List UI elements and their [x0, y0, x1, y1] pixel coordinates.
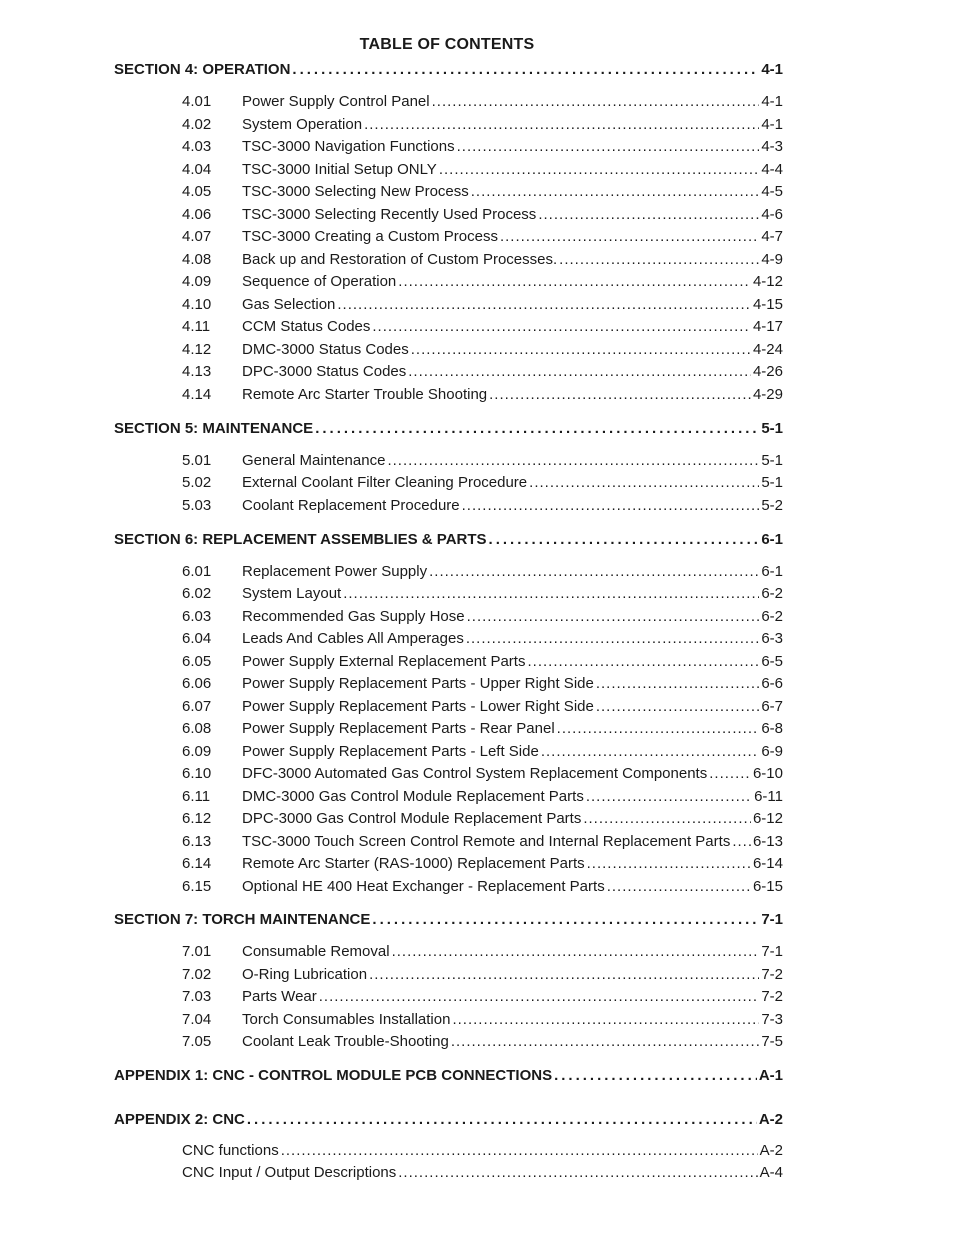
toc-entry-row[interactable] — [182, 765, 783, 782]
section-title: SECTION 5: MAINTENANCE — [114, 420, 314, 437]
page-number: 6-2 — [761, 608, 783, 625]
page-number: 6-13 — [752, 833, 783, 850]
entry-title: Power Supply Replacement Parts - Rear Panel — [242, 720, 555, 737]
entry-title: DFC-3000 Automated Gas Control System Replacement Components — [242, 765, 708, 782]
entry-number: 6.15 — [182, 878, 212, 895]
page-number: 6-5 — [761, 653, 783, 670]
toc-entry-row[interactable] — [182, 161, 783, 178]
entry-title: Torch Consumables Installation — [242, 1011, 451, 1028]
dot-leader — [337, 296, 751, 313]
dot-leader — [607, 878, 751, 895]
toc-entry-row[interactable] — [182, 943, 783, 960]
entry-title: System Layout — [242, 585, 342, 602]
section-title: APPENDIX 1: CNC - CONTROL MODULE PCB CONNECTIONS — [114, 1067, 553, 1084]
entry-title: External Coolant Filter Cleaning Procedure — [242, 474, 528, 491]
entry-title: TSC-3000 Navigation Functions — [242, 138, 455, 155]
entry-title: TSC-3000 Selecting Recently Used Process — [242, 206, 537, 223]
entry-number: 6.05 — [182, 653, 212, 670]
page-number: A-2 — [759, 1142, 783, 1159]
dot-leader — [315, 420, 759, 437]
toc-entry-row[interactable] — [182, 833, 783, 850]
toc-entry-row[interactable] — [182, 563, 783, 580]
dot-leader — [559, 251, 759, 268]
entry-title: Back up and Restoration of Custom Processes. — [242, 251, 558, 268]
dot-leader — [554, 1067, 757, 1084]
dot-leader — [462, 497, 760, 514]
dot-leader — [709, 765, 751, 782]
toc-entry-row[interactable] — [182, 966, 783, 983]
entry-title: O-Ring Lubrication — [242, 966, 368, 983]
toc-entry-row[interactable] — [182, 474, 783, 491]
toc-entry-row[interactable] — [182, 720, 783, 737]
entry-number: 6.13 — [182, 833, 212, 850]
toc-entry-row[interactable] — [182, 608, 783, 625]
entry-title: CNC functions — [182, 1142, 279, 1159]
dot-leader — [489, 531, 760, 548]
dot-leader — [538, 206, 759, 223]
entry-number: 4.04 — [182, 161, 212, 178]
dot-leader — [432, 93, 760, 110]
entry-title: TSC-3000 Selecting New Process — [242, 183, 469, 200]
toc-entry-row[interactable] — [182, 788, 783, 805]
page-number: 4-15 — [752, 296, 783, 313]
entry-title: DMC-3000 Gas Control Module Replacement Parts — [242, 788, 584, 805]
dot-leader — [557, 720, 760, 737]
page-number: 7-1 — [761, 911, 783, 928]
dot-leader — [398, 1164, 757, 1181]
entry-title: TSC-3000 Initial Setup ONLY — [242, 161, 437, 178]
dot-leader — [527, 653, 759, 670]
entry-number: 5.01 — [182, 452, 212, 469]
entry-number: 7.01 — [182, 943, 212, 960]
toc-section-row[interactable] — [114, 531, 783, 548]
toc-section-row[interactable] — [114, 61, 783, 78]
page-number: 4-1 — [761, 116, 783, 133]
dot-leader — [369, 966, 759, 983]
page-number: 5-2 — [761, 497, 783, 514]
dot-leader — [452, 1011, 759, 1028]
toc-entry-row[interactable] — [182, 1033, 783, 1050]
entry-title: Sequence of Operation — [242, 273, 397, 290]
entry-number: 6.14 — [182, 855, 212, 872]
entry-number: 4.07 — [182, 228, 212, 245]
toc-entry-row[interactable] — [182, 296, 783, 313]
entry-title: TSC-3000 Touch Screen Control Remote and Internal Replacement Parts — [242, 833, 731, 850]
toc-entry-row[interactable] — [182, 810, 783, 827]
dot-leader — [471, 183, 760, 200]
entry-title: Power Supply Control Panel — [242, 93, 430, 110]
page-number: 4-1 — [761, 93, 783, 110]
entry-number: 4.10 — [182, 296, 212, 313]
toc-section-row[interactable] — [114, 1067, 783, 1084]
entry-title: DPC-3000 Gas Control Module Replacement Parts — [242, 810, 582, 827]
dot-leader — [586, 788, 752, 805]
toc-entry-row[interactable] — [182, 878, 783, 895]
entry-number: 6.04 — [182, 630, 212, 647]
entry-number: 5.02 — [182, 474, 212, 491]
toc-entry-row[interactable] — [182, 1142, 783, 1159]
page-number: 6-7 — [761, 698, 783, 715]
page-number: 6-15 — [752, 878, 783, 895]
page-number: 6-10 — [752, 765, 783, 782]
entry-title: Consumable Removal — [242, 943, 390, 960]
entry-number: 7.03 — [182, 988, 212, 1005]
dot-leader — [372, 911, 759, 928]
toc-entry-row[interactable] — [182, 183, 783, 200]
dot-leader — [439, 161, 759, 178]
page-number: 6-14 — [752, 855, 783, 872]
toc-title: TABLE OF CONTENTS — [359, 36, 535, 53]
dot-leader — [292, 61, 759, 78]
page-number: 4-29 — [752, 386, 783, 403]
toc-entry-row[interactable] — [182, 1164, 783, 1181]
page-number: 4-1 — [761, 61, 783, 78]
entry-number: 4.09 — [182, 273, 212, 290]
dot-leader — [529, 474, 759, 491]
page-number: 6-2 — [761, 585, 783, 602]
entry-number: 4.02 — [182, 116, 212, 133]
entry-number: 6.03 — [182, 608, 212, 625]
entry-title: Replacement Power Supply — [242, 563, 428, 580]
page-number: 4-26 — [752, 363, 783, 380]
entry-title: Optional HE 400 Heat Exchanger - Replacement Parts — [242, 878, 605, 895]
toc-entry-row[interactable] — [182, 206, 783, 223]
page-number: 4-24 — [752, 341, 783, 358]
dot-leader — [408, 363, 751, 380]
entry-title: TSC-3000 Creating a Custom Process — [242, 228, 498, 245]
entry-title: Coolant Leak Trouble-Shooting — [242, 1033, 449, 1050]
dot-leader — [364, 116, 759, 133]
section-title: SECTION 7: TORCH MAINTENANCE — [114, 911, 371, 928]
page-number: 4-4 — [761, 161, 783, 178]
page-number: 6-8 — [761, 720, 783, 737]
entry-number: 6.07 — [182, 698, 212, 715]
toc-entry-row[interactable] — [182, 497, 783, 514]
toc-entry-row[interactable] — [182, 743, 783, 760]
dot-leader — [596, 675, 759, 692]
section-title: APPENDIX 2: CNC — [114, 1111, 245, 1128]
dot-leader — [541, 743, 759, 760]
dot-leader — [372, 318, 751, 335]
entry-title: Gas Selection — [242, 296, 336, 313]
dot-leader — [387, 452, 759, 469]
toc-entry-row[interactable] — [182, 452, 783, 469]
toc-entry-row[interactable] — [182, 138, 783, 155]
page-number: 6-6 — [761, 675, 783, 692]
page-number: A-4 — [759, 1164, 783, 1181]
dot-leader — [587, 855, 751, 872]
page-number: 7-5 — [761, 1033, 783, 1050]
page-number: 6-11 — [754, 788, 783, 805]
dot-leader — [247, 1111, 757, 1128]
entry-number: 6.01 — [182, 563, 212, 580]
dot-leader — [281, 1142, 758, 1159]
page-number: 5-1 — [761, 420, 783, 437]
entry-number: 6.11 — [182, 788, 211, 805]
toc-entry-row[interactable] — [182, 386, 783, 403]
page-number: A-2 — [758, 1111, 783, 1128]
page-number: 6-1 — [761, 531, 783, 548]
dot-leader — [392, 943, 760, 960]
entry-title: DMC-3000 Status Codes — [242, 341, 409, 358]
entry-number: 7.02 — [182, 966, 212, 983]
page-number: 7-3 — [761, 1011, 783, 1028]
entry-title: System Operation — [242, 116, 363, 133]
entry-number: 7.04 — [182, 1011, 212, 1028]
entry-number: 4.01 — [182, 93, 212, 110]
entry-title: Power Supply Replacement Parts - Upper Right Side — [242, 675, 594, 692]
entry-number: 4.11 — [182, 318, 211, 335]
dot-leader — [451, 1033, 760, 1050]
dot-leader — [467, 608, 760, 625]
page-number: 4-12 — [752, 273, 783, 290]
entry-title: Parts Wear — [242, 988, 317, 1005]
entry-title: Recommended Gas Supply Hose — [242, 608, 465, 625]
toc-entry-row[interactable] — [182, 653, 783, 670]
toc-entry-row[interactable] — [182, 988, 783, 1005]
dot-leader — [319, 988, 760, 1005]
toc-entry-row[interactable] — [182, 251, 783, 268]
dot-leader — [489, 386, 751, 403]
entry-title: CCM Status Codes — [242, 318, 371, 335]
dot-leader — [500, 228, 759, 245]
dot-leader — [457, 138, 760, 155]
page-number: 4-6 — [761, 206, 783, 223]
page-number: 4-7 — [761, 228, 783, 245]
dot-leader — [732, 833, 751, 850]
page-number: 6-1 — [761, 563, 783, 580]
toc-entry-row[interactable] — [182, 585, 783, 602]
toc-entry-row[interactable] — [182, 630, 783, 647]
dot-leader — [583, 810, 751, 827]
entry-number: 6.12 — [182, 810, 212, 827]
entry-title: Power Supply Replacement Parts - Left Side — [242, 743, 539, 760]
page-number: 7-2 — [761, 966, 783, 983]
page-number: 7-2 — [761, 988, 783, 1005]
entry-number: 4.08 — [182, 251, 212, 268]
entry-title: Remote Arc Starter (RAS-1000) Replacement Parts — [242, 855, 585, 872]
toc-entry-row[interactable] — [182, 318, 783, 335]
page-number: 6-12 — [752, 810, 783, 827]
toc-entry-row[interactable] — [182, 93, 783, 110]
entry-number: 4.12 — [182, 341, 212, 358]
toc-entry-row[interactable] — [182, 698, 783, 715]
entry-number: 6.06 — [182, 675, 212, 692]
entry-title: DPC-3000 Status Codes — [242, 363, 407, 380]
dot-leader — [466, 630, 759, 647]
page-number: 4-5 — [761, 183, 783, 200]
page-number: 7-1 — [761, 943, 783, 960]
entry-number: 4.14 — [182, 386, 212, 403]
section-title: SECTION 6: REPLACEMENT ASSEMBLIES & PARTS — [114, 531, 487, 548]
entry-title: Leads And Cables All Amperages — [242, 630, 464, 647]
page-number: 4-17 — [752, 318, 783, 335]
entry-number: 5.03 — [182, 497, 212, 514]
page-number: 6-3 — [761, 630, 783, 647]
toc-entry-row[interactable] — [182, 675, 783, 692]
toc-section-row[interactable] — [114, 420, 783, 437]
page-number: A-1 — [758, 1067, 783, 1084]
page-number: 4-9 — [761, 251, 783, 268]
entry-number: 4.06 — [182, 206, 212, 223]
entry-title: Power Supply Replacement Parts - Lower Right Side — [242, 698, 594, 715]
toc-entry-row[interactable] — [182, 1011, 783, 1028]
page-number: 5-1 — [761, 452, 783, 469]
entry-number: 6.09 — [182, 743, 212, 760]
dot-leader — [343, 585, 759, 602]
entry-number: 4.03 — [182, 138, 212, 155]
entry-title: Remote Arc Starter Trouble Shooting — [242, 386, 488, 403]
entry-number: 4.13 — [182, 363, 212, 380]
toc-entry-row[interactable] — [182, 341, 783, 358]
page-number: 6-9 — [761, 743, 783, 760]
toc-entry-row[interactable] — [182, 855, 783, 872]
entry-number: 6.02 — [182, 585, 212, 602]
toc-entry-row[interactable] — [182, 273, 783, 290]
toc-entry-row[interactable] — [182, 228, 783, 245]
dot-leader — [398, 273, 751, 290]
entry-number: 4.05 — [182, 183, 212, 200]
toc-section-row[interactable] — [114, 911, 783, 928]
entry-title: General Maintenance — [242, 452, 386, 469]
entry-title: Coolant Replacement Procedure — [242, 497, 460, 514]
entry-title: Power Supply External Replacement Parts — [242, 653, 526, 670]
dot-leader — [411, 341, 751, 358]
dot-leader — [596, 698, 759, 715]
dot-leader — [429, 563, 759, 580]
entry-number: 7.05 — [182, 1033, 212, 1050]
page-number: 4-3 — [761, 138, 783, 155]
toc-section-row[interactable] — [114, 1111, 783, 1128]
toc-entry-row[interactable] — [182, 363, 783, 380]
section-title: SECTION 4: OPERATION — [114, 61, 291, 78]
page-number: 5-1 — [761, 474, 783, 491]
entry-number: 6.10 — [182, 765, 212, 782]
entry-number: 6.08 — [182, 720, 212, 737]
entry-title: CNC Input / Output Descriptions — [182, 1164, 397, 1181]
toc-entry-row[interactable] — [182, 116, 783, 133]
